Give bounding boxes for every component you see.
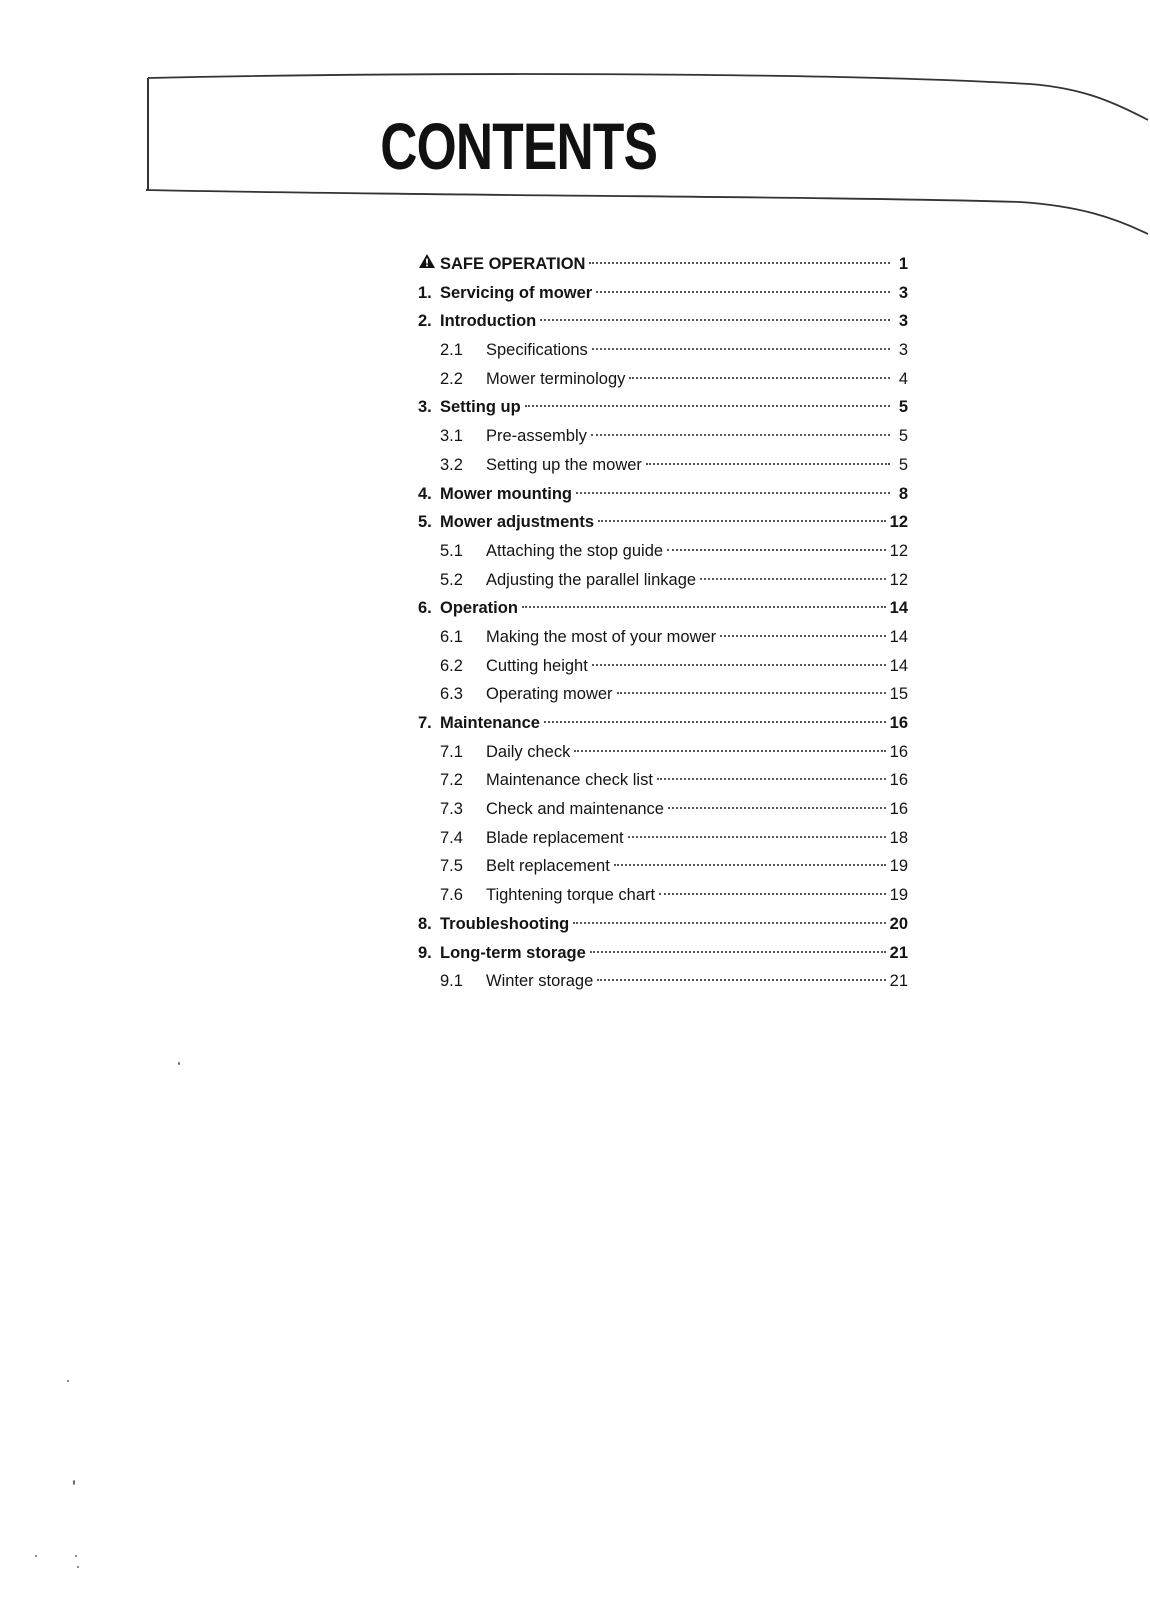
dotted-leader	[597, 979, 885, 981]
toc-entry-number: 2.1	[440, 341, 463, 360]
dotted-leader	[720, 635, 885, 637]
toc-page-number: 16	[889, 742, 908, 761]
toc-entry-label: Blade replacement	[486, 828, 624, 847]
dotted-leader	[628, 836, 886, 838]
toc-section-row	[418, 910, 908, 939]
warning-triangle-icon	[418, 253, 436, 269]
toc-entry-number: 9.1	[440, 972, 463, 991]
toc-entry-label: Mower terminology	[486, 369, 626, 388]
toc-subsection-row	[418, 881, 908, 910]
toc-page-number: 3	[898, 283, 908, 302]
toc-page-number: 16	[889, 800, 908, 819]
toc-subsection-row	[418, 451, 908, 480]
dotted-leader	[525, 405, 890, 407]
toc-entry-label: Mower adjustments	[440, 513, 595, 532]
toc-page-number: 14	[889, 599, 908, 618]
toc-entry-number: 6.1	[440, 627, 463, 646]
dotted-leader	[573, 922, 885, 924]
toc-subsection-row	[418, 566, 908, 595]
toc-entry-label: Belt replacement	[486, 857, 610, 876]
scan-speck	[77, 1566, 79, 1568]
toc-entry-number: 3.2	[440, 455, 463, 474]
toc-entry-number: 3.1	[440, 427, 463, 446]
toc-section-row	[418, 250, 908, 279]
dotted-leader	[544, 721, 886, 723]
dotted-leader	[598, 520, 886, 522]
dotted-leader	[592, 348, 890, 350]
scan-speck	[75, 1555, 77, 1557]
toc-entry-label: Setting up	[440, 398, 521, 417]
toc-subsection-row	[418, 537, 908, 566]
toc-entry-label: Operation	[440, 599, 518, 618]
toc-entry-number	[418, 250, 440, 279]
dotted-leader	[590, 951, 886, 953]
toc-subsection-row	[418, 795, 908, 824]
toc-entry-number: 9.	[418, 943, 432, 962]
toc-subsection-row	[418, 738, 908, 767]
toc-subsection-row	[418, 967, 908, 996]
toc-entry-number: 6.2	[440, 656, 463, 675]
toc-entry-label: Maintenance check list	[486, 771, 653, 790]
dotted-leader	[522, 606, 886, 608]
toc-section-row	[418, 279, 908, 308]
toc-page-number: 14	[889, 656, 908, 675]
page-title: CONTENTS	[380, 109, 658, 183]
toc-page-number: 19	[889, 857, 908, 876]
toc-entry-label: Long-term storage	[440, 943, 586, 962]
toc-section-row	[418, 307, 908, 336]
toc-entry-label: SAFE OPERATION	[440, 255, 586, 273]
toc-entry-number: 4.	[418, 484, 432, 503]
dotted-leader	[700, 578, 886, 580]
dotted-leader	[667, 549, 886, 551]
scan-speck	[178, 1062, 180, 1065]
toc-entry-label: Winter storage	[486, 972, 594, 991]
toc-section-row	[418, 709, 908, 738]
dotted-leader	[657, 778, 886, 780]
scan-speck	[67, 1380, 69, 1382]
dotted-leader	[668, 807, 886, 809]
toc-page-number: 18	[889, 828, 908, 847]
toc-section-row	[418, 480, 908, 509]
dotted-leader	[614, 864, 886, 866]
dotted-leader	[659, 893, 886, 895]
scan-speck	[35, 1555, 37, 1557]
toc-subsection-row	[418, 766, 908, 795]
toc-page-number: 3	[898, 341, 908, 360]
toc-entry-number: 2.2	[440, 369, 463, 388]
toc-entry-number: 7.	[418, 714, 432, 732]
toc-subsection-row	[418, 623, 908, 652]
toc-page-number: 16	[889, 771, 908, 790]
dotted-leader	[629, 377, 890, 379]
toc-page-number: 5	[898, 427, 908, 446]
toc-subsection-row	[418, 365, 908, 394]
toc-subsection-row	[418, 824, 908, 853]
toc-entry-label: Making the most of your mower	[486, 627, 717, 646]
toc-page-number: 14	[889, 627, 908, 646]
toc-entry-number: 8.	[418, 914, 432, 933]
toc-page-number: 19	[889, 886, 908, 905]
toc-entry-number: 7.1	[440, 742, 463, 761]
toc-section-row	[418, 939, 908, 968]
toc-entry-label: Operating mower	[486, 685, 613, 704]
toc-subsection-row	[418, 852, 908, 881]
toc-entry-label: Check and maintenance	[486, 800, 664, 819]
toc-page-number: 1	[898, 255, 908, 273]
scan-speck	[73, 1480, 75, 1485]
toc-entry-label: Troubleshooting	[440, 914, 570, 933]
toc-entry-number: 7.3	[440, 800, 463, 819]
toc-page-number: 12	[889, 541, 908, 560]
toc-page-number: 21	[889, 943, 908, 962]
dotted-leader	[591, 434, 890, 436]
toc-page-number: 5	[898, 398, 908, 417]
toc-section-row	[418, 594, 908, 623]
toc-entry-label: Mower mounting	[440, 484, 572, 503]
toc-entry-number: 5.	[418, 513, 432, 532]
dotted-leader	[646, 463, 890, 465]
toc-page-number: 15	[889, 685, 908, 704]
toc-page-number: 20	[889, 914, 908, 933]
toc-entry-number: 5.2	[440, 570, 463, 589]
toc-entry-label: Setting up the mower	[486, 455, 642, 474]
toc-entry-number: 6.	[418, 599, 432, 618]
toc-entry-label: Introduction	[440, 312, 537, 331]
dotted-leader	[596, 291, 890, 293]
toc-subsection-row	[418, 422, 908, 451]
toc-entry-label: Servicing of mower	[440, 283, 593, 302]
toc-entry-number: 5.1	[440, 541, 463, 560]
toc-entry-number: 3.	[418, 398, 432, 417]
dotted-leader	[617, 692, 886, 694]
toc-entry-label: Tightening torque chart	[486, 886, 656, 905]
toc-subsection-row	[418, 652, 908, 681]
toc-entry-label: Cutting height	[486, 656, 588, 675]
toc-entry-label: Adjusting the parallel linkage	[486, 570, 697, 589]
toc-page-number: 4	[898, 369, 908, 388]
toc-page-number: 8	[898, 484, 908, 503]
dotted-leader	[574, 750, 885, 752]
toc-entry-number: 7.4	[440, 828, 463, 847]
dotted-leader	[576, 492, 890, 494]
toc-entry-number: 7.2	[440, 771, 463, 790]
toc-entry-number: 7.5	[440, 857, 463, 876]
toc-section-row	[418, 393, 908, 422]
toc-section-row	[418, 508, 908, 537]
toc-page-number: 21	[889, 972, 908, 991]
toc-entry-label: Pre-assembly	[486, 427, 587, 446]
dotted-leader	[592, 664, 886, 666]
toc-page-number: 3	[898, 312, 908, 331]
dotted-leader	[589, 262, 890, 264]
toc-subsection-row	[418, 336, 908, 365]
toc-entry-number: 7.6	[440, 886, 463, 905]
table-of-contents	[418, 250, 908, 996]
dotted-leader	[540, 319, 890, 321]
toc-page-number: 16	[889, 714, 908, 732]
toc-page-number: 5	[898, 455, 908, 474]
toc-entry-label: Daily check	[486, 742, 571, 761]
toc-entry-label: Specifications	[486, 341, 588, 360]
toc-entry-label: Maintenance	[440, 714, 540, 732]
toc-entry-number: 2.	[418, 312, 432, 331]
toc-entry-number: 6.3	[440, 685, 463, 704]
toc-entry-label: Attaching the stop guide	[486, 541, 664, 560]
toc-page-number: 12	[889, 513, 908, 532]
toc-subsection-row	[418, 680, 908, 709]
toc-page-number: 12	[889, 570, 908, 589]
toc-entry-number: 1.	[418, 283, 432, 302]
